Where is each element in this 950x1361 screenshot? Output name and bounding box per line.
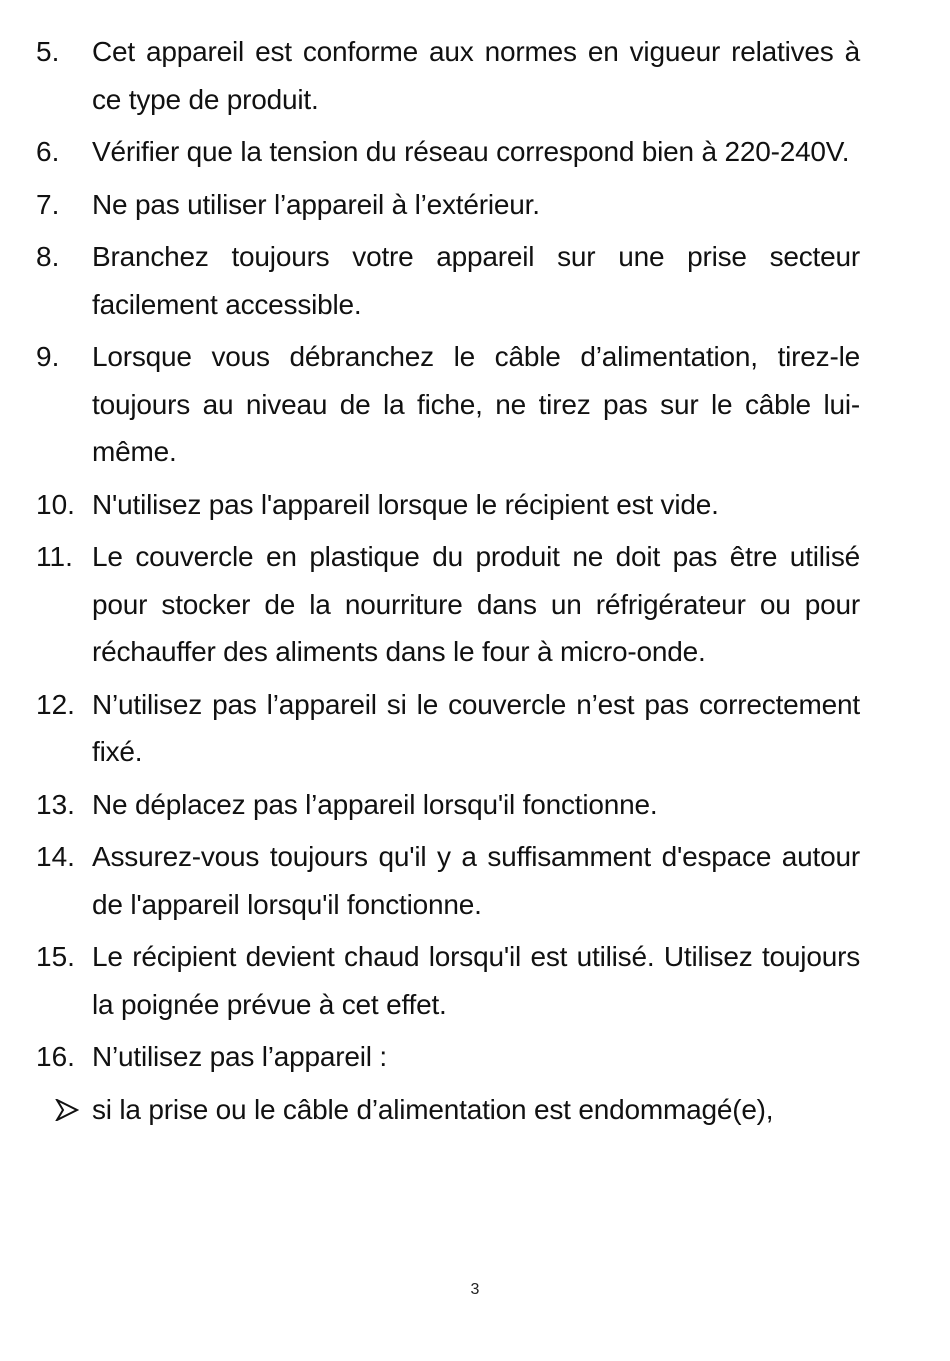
item-number: 12.	[36, 688, 75, 720]
item-number: 5.	[36, 36, 60, 67]
item-number: 8.	[36, 241, 60, 272]
arrow-bullet-icon	[55, 1099, 79, 1121]
item-number: 16.	[36, 1041, 75, 1072]
item-text: Cet appareil est conforme aux normes en vigueur relatives à ce type de produit.	[92, 36, 860, 115]
list-item	[36, 181, 860, 229]
list-item	[36, 481, 860, 529]
list-item	[36, 28, 860, 123]
item-text: Lorsque vous débranchez le câble d’alimentation, tirez-le toujours au niveau de la fiche, ne tirez pas sur le câble lui-même.	[92, 341, 860, 467]
item-number: 6.	[36, 136, 60, 167]
list-item	[36, 333, 860, 476]
item-text: Ne déplacez pas l’appareil lorsqu'il fonctionne.	[92, 788, 658, 820]
list-item	[36, 833, 860, 928]
list-item	[36, 128, 860, 176]
item-text: Le couvercle en plastique du produit ne doit pas être utilisé pour stocker de la nourriture dans un réfrigérateur ou pour réchauffer des aliments dans le four à micro-onde.	[92, 541, 860, 667]
list-item	[36, 933, 860, 1028]
page-number: 3	[470, 1281, 480, 1298]
safety-instructions-list	[36, 28, 860, 1133]
list-item	[36, 1033, 860, 1081]
item-number: 11.	[36, 541, 73, 572]
list-item	[36, 681, 860, 776]
list-item	[36, 233, 860, 328]
item-text: N'utilisez pas l'appareil lorsque le récipient est vide.	[92, 488, 719, 520]
list-item	[36, 781, 860, 829]
item-number: 9.	[36, 341, 60, 372]
item-text: Assurez-vous toujours qu'il y a suffisamment d'espace autour de l'appareil lorsqu'il fonctionne.	[92, 841, 860, 920]
item-number: 10.	[36, 488, 75, 520]
sub-list-item	[36, 1086, 860, 1134]
item-number: 13.	[36, 788, 75, 820]
list-item	[36, 533, 860, 676]
item-number: 15.	[36, 941, 75, 972]
item-text: N’utilisez pas l’appareil si le couvercle n’est pas correctement fixé.	[92, 688, 860, 767]
arrow-bullet-icon	[36, 1086, 92, 1134]
item-text: Vérifier que la tension du réseau correspond bien à 220-240V.	[92, 136, 850, 167]
item-number: 14.	[36, 841, 75, 872]
item-text: Branchez toujours votre appareil sur une prise secteur facilement accessible.	[92, 241, 860, 320]
item-text: N’utilisez pas l’appareil :	[92, 1041, 387, 1072]
item-text: Ne pas utiliser l’appareil à l’extérieur.	[92, 188, 540, 220]
sub-item-text: si la prise ou le câble d’alimentation est endommagé(e),	[92, 1093, 774, 1125]
item-text: Le récipient devient chaud lorsqu'il est utilisé. Utilisez toujours la poignée prévue à cet effet.	[92, 941, 860, 1020]
item-number: 7.	[36, 188, 60, 220]
